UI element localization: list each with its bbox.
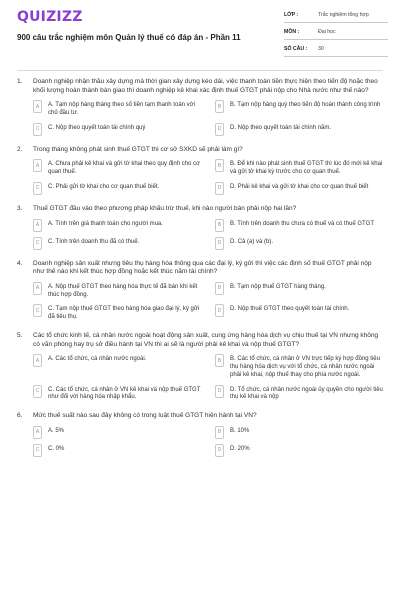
answer-option-d[interactable]: [215, 237, 383, 250]
option-letter-box: B: [215, 354, 224, 367]
meta-value: Trắc nghiệm tổng hợp: [318, 12, 369, 18]
option-letter-box: D: [215, 304, 224, 317]
question-5: [17, 332, 383, 402]
option-letter-box: D: [215, 385, 224, 398]
option-text: C. Phải gửi tờ khai cho cơ quan thuế biết.: [48, 183, 160, 190]
answer-option-b[interactable]: [215, 100, 383, 118]
question-4: [17, 260, 383, 322]
answer-option-b[interactable]: [215, 426, 383, 439]
answer-option-c[interactable]: [33, 385, 201, 403]
option-text: C. Tính trên doanh thu đã có thuế.: [48, 238, 140, 245]
option-text: B. 10%: [230, 427, 250, 434]
answer-options: [33, 100, 383, 136]
answer-option-d[interactable]: [215, 182, 383, 195]
option-letter-box: D: [215, 444, 224, 457]
answer-option-d[interactable]: [215, 444, 383, 457]
answer-option-b[interactable]: [215, 354, 383, 379]
question-6: [17, 412, 383, 457]
question-text: Thuế GTGT đầu vào theo phương pháp khấu trừ thuế, khi nào người bán phải nộp hai lần?: [33, 204, 297, 212]
question-text: Trong tháng không phát sinh thuế GTGT thì cơ sở SXKD sẽ phải làm gì?: [33, 145, 243, 153]
option-text: A. Nộp thuế GTGT theo hàng hóa thực tế đã bán khi kết thúc hợp đồng.: [48, 283, 198, 298]
question-text: Doanh nghiệp sản xuất nhưng tiêu thụ hàng hóa thông qua các đại lý, ký gửi thì việc các định số thuế GTGT phải nộp như thế nào khi kết thúc hợp đồng hoặc kết thúc năm tài chính?: [33, 259, 372, 276]
meta-key: LỚP :: [284, 12, 299, 18]
answer-option-b[interactable]: [215, 159, 383, 177]
option-text: B. Tính trên doanh thu chưa có thuế và có thuế GTGT: [230, 220, 374, 227]
option-text: D. 20%: [230, 445, 250, 452]
option-letter-box: C: [33, 385, 42, 398]
worksheet-header: [0, 0, 400, 62]
answer-options: [33, 159, 383, 195]
question-1: [17, 78, 383, 136]
option-text: C. 0%: [48, 445, 65, 452]
option-letter-box: D: [215, 123, 224, 136]
option-text: D. Cả (a) và (b).: [230, 238, 274, 245]
meta-box: [284, 8, 388, 59]
option-text: D. Nộp thuế GTGT theo quyết toán tài chính.: [230, 306, 350, 313]
question-number: 6.: [17, 412, 23, 420]
option-text: A. Tạm nộp hàng tháng theo số tiền tạm thanh toán với chủ đầu tư.: [48, 102, 195, 116]
answer-option-b[interactable]: [215, 219, 383, 232]
answer-option-a[interactable]: [33, 159, 201, 177]
option-text: A. Chưa phải kê khai và gửi tờ khai theo quy định cho cơ quan thuế.: [48, 161, 200, 176]
meta-row-class: [284, 8, 388, 23]
question-number: 3.: [17, 204, 23, 212]
answer-options: [33, 354, 383, 402]
option-letter-box: A: [33, 159, 42, 172]
option-letter-box: D: [215, 237, 224, 250]
answer-option-d[interactable]: [215, 304, 383, 322]
option-text: D. Tổ chức, cá nhân nước ngoài ủy quyền cho người tiêu thụ kê khai và nộp: [230, 386, 383, 401]
answer-option-a[interactable]: [33, 354, 201, 379]
question-list: [0, 78, 400, 467]
answer-option-d[interactable]: [215, 385, 383, 403]
question-number: 4.: [17, 259, 23, 267]
question-header: [17, 146, 383, 155]
option-letter-box: A: [33, 426, 42, 439]
meta-row-count: [284, 42, 388, 57]
option-letter-box: A: [33, 282, 42, 295]
option-letter-box: C: [33, 182, 42, 195]
meta-row-subject: [284, 25, 388, 40]
question-text: Doanh nghiệp nhận thầu xây dựng mà thời gian xây dựng kéo dài, việc thanh toán tiền thực hiện theo tiến độ hoặc theo khối lượng hoàn thành bàn giao thì doanh nghiệp kê khai xác định thuế GTGT phải nộp cho Nhà nước như thế nào?: [33, 78, 378, 94]
answer-option-c[interactable]: [33, 237, 201, 250]
option-text: B. Tạm nộp thuế GTGT hàng tháng.: [230, 283, 326, 290]
option-letter-box: C: [33, 304, 42, 317]
meta-key: SỐ CÂU :: [284, 46, 308, 52]
answer-option-a[interactable]: [33, 219, 201, 232]
question-number: 1.: [17, 78, 23, 85]
question-number: 2.: [17, 145, 23, 153]
answer-option-d[interactable]: [215, 123, 383, 136]
question-header: [17, 260, 383, 277]
option-letter-box: D: [215, 182, 224, 195]
option-text: B. Tạm nộp hàng quý theo tiến độ hoàn thành công trình: [230, 102, 381, 109]
option-letter-box: B: [215, 219, 224, 232]
option-letter-box: C: [33, 123, 42, 136]
question-text: Các tổ chức kinh tế, cá nhân nước ngoài hoạt động sản xuất, cung ứng hàng hóa dịch vụ chịu thuế tại VN nhưng không có văn phòng hay trụ sở điều hành tại VN thì ai sẽ là người phải kê khai và nộp thuế GTGT?: [33, 331, 379, 348]
meta-value: Đại học: [318, 29, 336, 35]
answer-option-c[interactable]: [33, 304, 201, 322]
meta-key: MÔN :: [284, 29, 300, 35]
answer-option-c[interactable]: [33, 444, 201, 457]
answer-option-b[interactable]: [215, 282, 383, 300]
answer-option-c[interactable]: [33, 123, 201, 136]
page-title: 900 câu trắc nghiệm môn Quản lý thuế có đáp án - Phần 11: [17, 33, 241, 42]
question-text: Mức thuế suất nào sau đây không có trong luật thuế GTGT hiện hành tại VN?: [33, 412, 257, 420]
option-text: D. Phải kê khai và gửi tờ khai cho cơ quan thuế biết: [230, 183, 369, 190]
option-letter-box: B: [215, 426, 224, 439]
question-header: [17, 412, 383, 421]
option-letter-box: C: [33, 444, 42, 457]
option-letter-box: A: [33, 100, 42, 113]
option-text: C. Các tổ chức, cá nhân ở VN kê khai và nộp thuế GTGT như đối với hàng hóa nhập khẩu.: [48, 386, 201, 401]
answer-options: [33, 426, 383, 457]
option-letter-box: B: [215, 159, 224, 172]
option-text: C. Tạm nộp thuế GTGT theo hàng hóa giao đại lý, ký gửi đã tiêu thụ.: [48, 306, 200, 321]
option-text: B. Các tổ chức, cá nhân ở VN trực tiếp ký hợp đồng tiêu thụ hàng hóa dịch vụ với tổ chức, cá nhân nước ngoài phải kê khai, nộp thuế thay cho phía nước ngoài.: [230, 356, 380, 378]
question-number: 5.: [17, 331, 23, 339]
answer-options: [33, 282, 383, 322]
option-text: A. 5%: [48, 427, 65, 434]
question-header: [17, 205, 383, 214]
header-divider: [17, 70, 383, 71]
option-text: C. Nộp theo quyết toán tài chính quý: [48, 124, 146, 131]
question-header: [17, 78, 383, 95]
answer-option-a[interactable]: [33, 282, 201, 300]
option-letter-box: A: [33, 219, 42, 232]
option-letter-box: B: [215, 100, 224, 113]
option-text: B. Để khi nào phát sinh thuế GTGT thì lúc đó mới kê khai và gửi tờ khai kỳ trước cho cơ quan thuế.: [230, 161, 383, 176]
quizizz-logo: QUIZIZZ: [17, 9, 83, 25]
option-text: D. Nộp theo quyết toán tài chính năm.: [230, 124, 332, 131]
option-letter-box: C: [33, 237, 42, 250]
answer-option-a[interactable]: [33, 100, 201, 118]
option-letter-box: A: [33, 354, 42, 367]
meta-value: 30: [318, 46, 324, 52]
answer-option-c[interactable]: [33, 182, 201, 195]
option-text: A. Tính trên giá thanh toán cho người mua.: [48, 220, 163, 227]
option-letter-box: B: [215, 282, 224, 295]
answer-option-a[interactable]: [33, 426, 201, 439]
question-header: [17, 332, 383, 349]
option-text: A. Các tổ chức, cá nhân nước ngoài.: [48, 356, 147, 363]
question-3: [17, 205, 383, 250]
answer-options: [33, 219, 383, 250]
question-2: [17, 146, 383, 195]
